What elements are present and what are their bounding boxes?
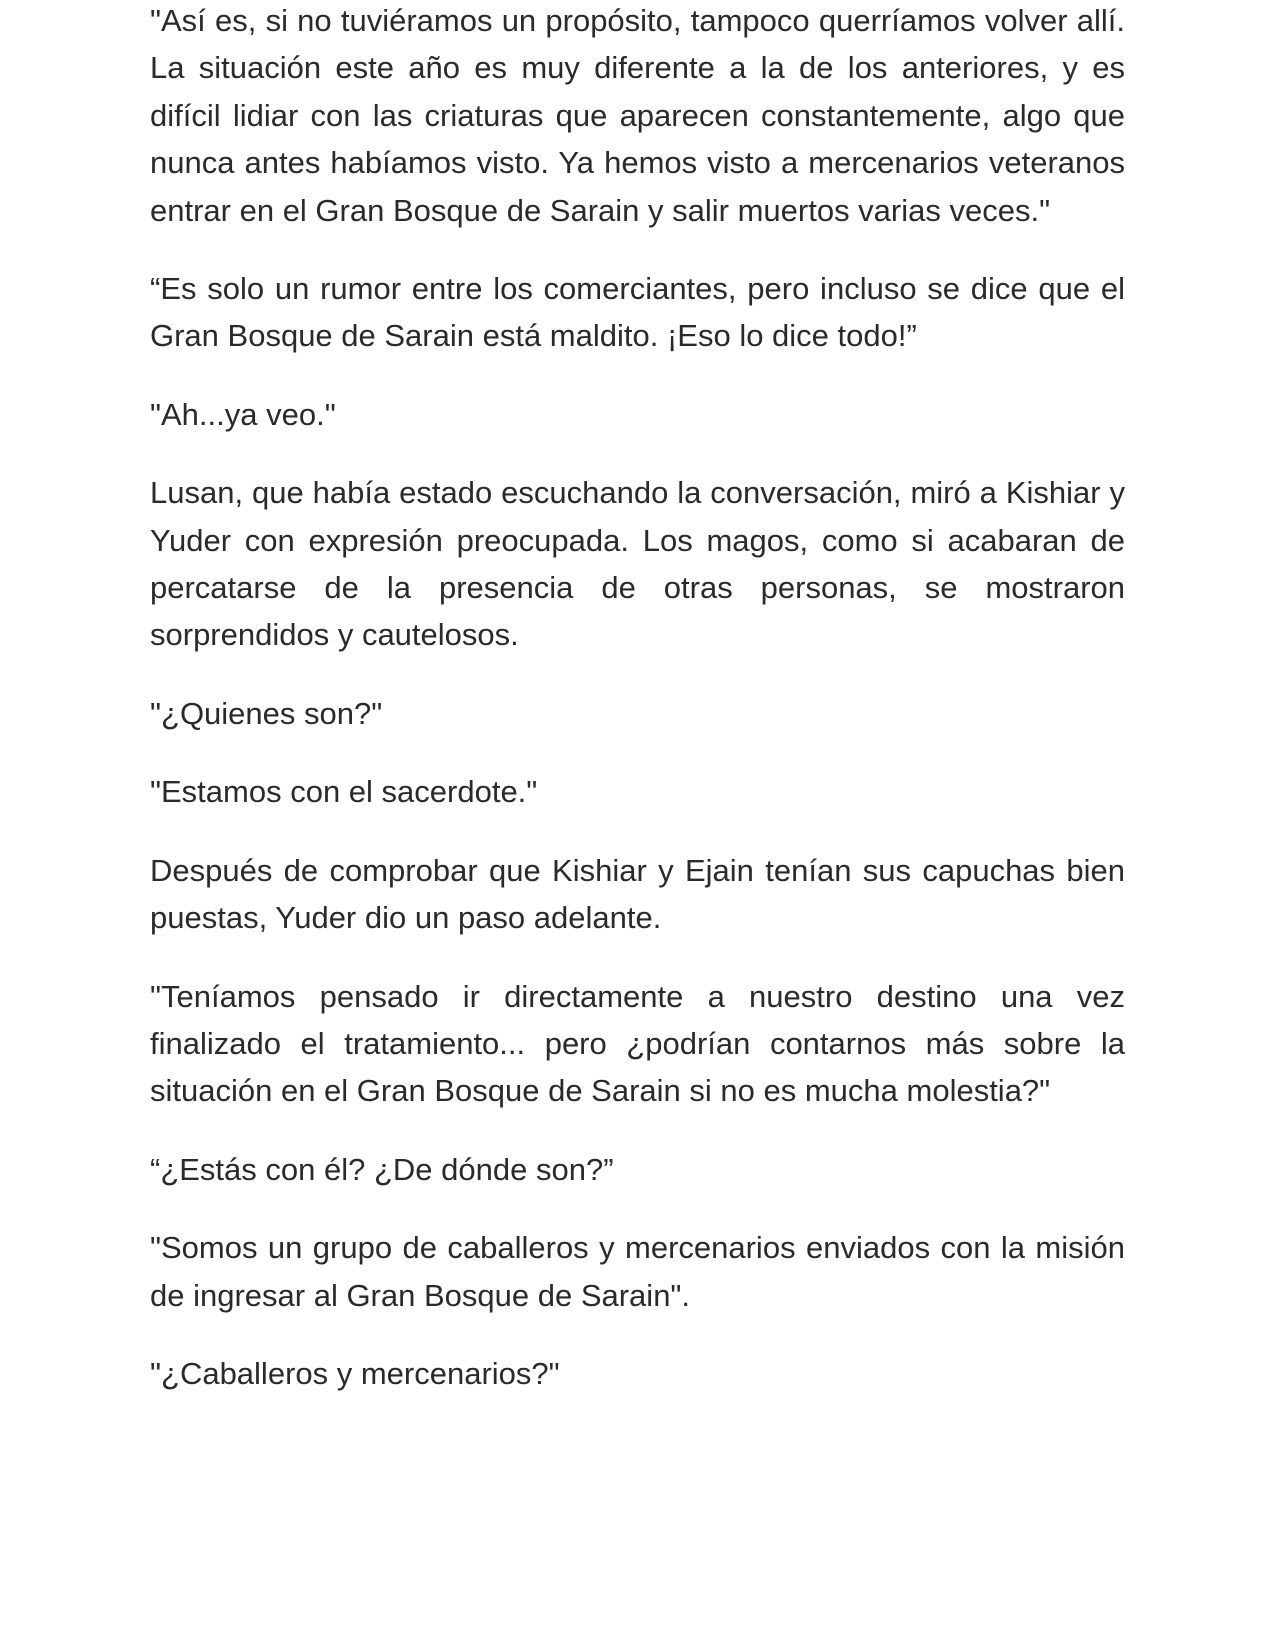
paragraph: "¿Caballeros y mercenarios?" [150,1355,560,1391]
paragraph: "Ah...ya veo." [150,396,336,432]
paragraph: "Así es, si no tuviéramos un propósito, tampoco querríamos volver allí. La situación este año es muy diferente a la de los anteriores, y es difícil lidiar con las criaturas que aparecen constantemente, algo que nunca antes habíamos visto. Ya hemos visto a mercenarios veteranos entrar en el Gran Bosque de Sarain y salir muertos varias veces." [150,3,1125,228]
paragraph: "Somos un grupo de caballeros y mercenarios enviados con la misión de ingresar al Gran Bosque de Sarain". [150,1230,1125,1313]
paragraph: Después de comprobar que Kishiar y Ejain tenían sus capuchas bien puestas, Yuder dio un paso adelante. [150,852,1125,936]
document-page [150,0,1125,1428]
paragraph: “Es solo un rumor entre los comerciantes, pero incluso se dice que el Gran Bosque de Sarain está maldito. ¡Eso lo dice todo!” [150,271,1125,354]
paragraph: “¿Estás con él? ¿De dónde son?” [150,1151,614,1187]
paragraph: "¿Quienes son?" [150,695,383,731]
paragraph: Lusan, que había estado escuchando la conversación, miró a Kishiar y Yuder con expresión preocupada. Los magos, como si acabaran de percatarse de la presencia de otras personas, se mostraron sorprendidos y cautelosos. [150,475,1125,653]
paragraph: "Estamos con el sacerdote." [150,774,538,810]
paragraph: "Teníamos pensado ir directamente a nuestro destino una vez finalizado el tratamiento... pero ¿podrían contarnos más sobre la situación en el Gran Bosque de Sarain si no es mucha molestia?" [150,978,1125,1109]
